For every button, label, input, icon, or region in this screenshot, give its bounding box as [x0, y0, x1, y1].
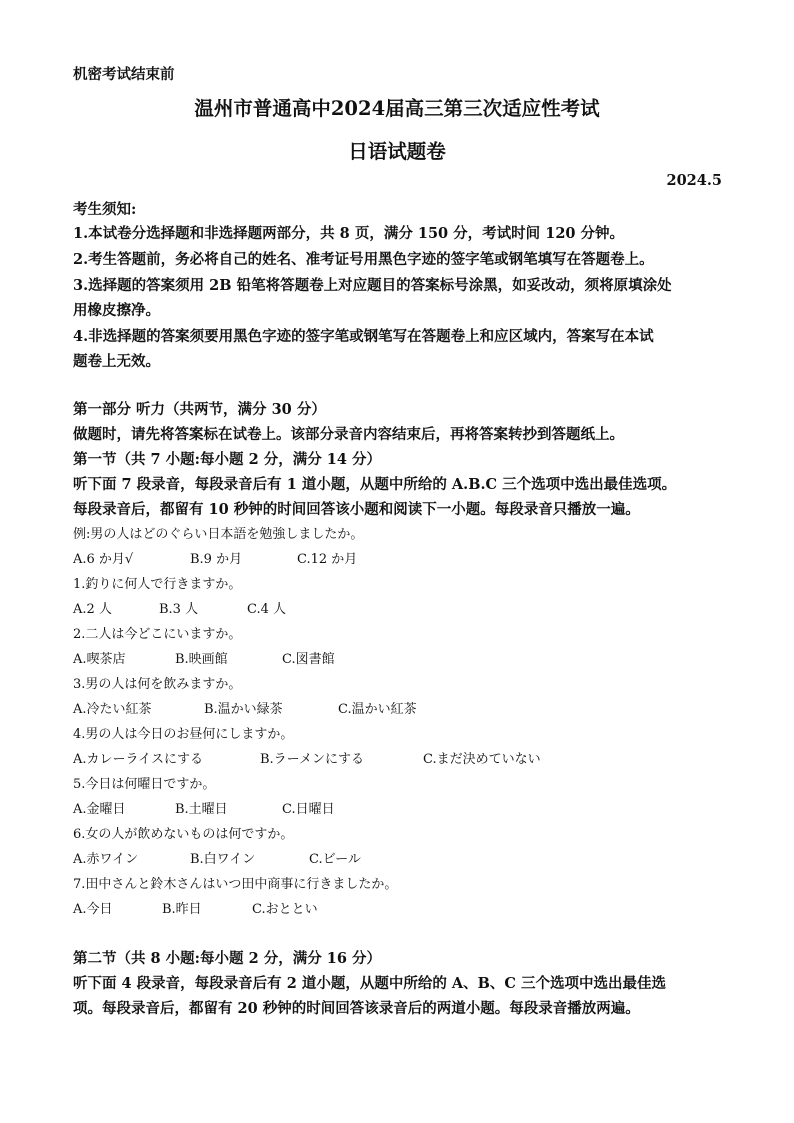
question: 7.田中さんと鈴木さんはいつ田中商事に行きましたか。: [73, 877, 398, 892]
section2-heading: 第二节（共 8 小题:每小题 2 分，满分 16 分）: [73, 950, 381, 967]
example-question: 例:男の人はどのぐらい日本語を勉強しましたか。: [73, 527, 364, 542]
question-options: [73, 648, 335, 667]
notice-line: 4.非选择题的答案须要用黑色字迹的签字笔或钢笔写在答题卷上和应区域内，答案写在本试: [73, 328, 654, 345]
question-options: [73, 898, 318, 917]
option-b: B.温かい緑茶: [204, 702, 283, 717]
option-b: B.昨日: [162, 902, 202, 917]
option-a: A.金曜日: [73, 802, 126, 817]
option-a: A.冷たい紅茶: [73, 702, 152, 717]
notice-line: 2.考生答题前，务必将自己的姓名、准考证号用黑色字迹的签字笔或钢笔填写在答题卷上。: [73, 251, 654, 268]
exam-title: 温州市普通高中2024届高三第三次适应性考试: [194, 97, 600, 120]
option-a: A.2 人: [73, 602, 112, 617]
option-c: C.12 か月: [297, 552, 358, 567]
option-c: C.4 人: [247, 602, 287, 617]
section1-directions: 每段录音后，都留有 10 秒钟的时间回答该小题和阅读下一小题。每段录音只播放一遍。: [73, 501, 640, 518]
question: 6.女の人が飲めないものは何ですか。: [73, 827, 294, 842]
option-c: C.おととい: [252, 902, 318, 917]
example-options: [73, 548, 357, 567]
question-options: [73, 798, 335, 817]
option-c: C.ビール: [309, 852, 361, 867]
option-c: C.まだ決めていない: [423, 752, 541, 767]
exam-subtitle: 日语试题卷: [348, 140, 446, 163]
question-options: [73, 848, 361, 867]
section2-directions: 项。每段录音后，都留有 20 秒钟的时间回答该录音后的两道小题。每段录音播放两遍。: [73, 1000, 640, 1017]
question: 5.今日は何曜日ですか。: [73, 777, 216, 792]
section2-directions: 听下面 4 段录音，每段录音后有 2 道小题，从题中所给的 A、B、C 三个选项中选出最佳选: [73, 975, 667, 992]
option-c: C.図書館: [282, 652, 335, 667]
option-a: A.赤ワイン: [73, 852, 139, 867]
notice-line: 用橡皮擦净。: [73, 302, 160, 319]
question-options: [73, 698, 417, 717]
option-c: C.温かい紅茶: [338, 702, 417, 717]
question: 1.釣りに何人で行きますか。: [73, 577, 242, 592]
notice-line: 3.选择题的答案须用 2B 铅笔将答题卷上对应题目的答案标号涂黑，如妥改动，须将原填涂处: [73, 277, 672, 294]
option-a: A.カレーライスにする: [73, 752, 204, 767]
question-options: [73, 748, 541, 767]
option-c: C.日曜日: [282, 802, 335, 817]
option-b: B.3 人: [159, 602, 199, 617]
notice-heading: 考生须知:: [73, 201, 137, 218]
question: 2.二人は今どこにいますか。: [73, 627, 242, 642]
part1-heading: 第一部分 听力（共两节，满分 30 分）: [73, 401, 326, 418]
section1-heading: 第一节（共 7 小题:每小题 2 分，满分 14 分）: [73, 451, 381, 468]
part1-instruction: 做题时，请先将答案标在试卷上。该部分录音内容结束后，再将答案转抄到答题纸上。: [73, 426, 624, 443]
notice-line: 1.本试卷分选择题和非选择题两部分，共 8 页，满分 150 分，考试时间 120 分钟。: [73, 225, 625, 242]
question-options: [73, 598, 286, 617]
question: 3.男の人は何を飲みますか。: [73, 677, 242, 692]
option-b: B.ラーメンにする: [260, 752, 365, 767]
question: 4.男の人は今日のお昼何にしますか。: [73, 727, 294, 742]
option-b: B.9 か月: [190, 552, 243, 567]
option-a: A.喫茶店: [73, 652, 126, 667]
notice-line: 题卷上无效。: [73, 353, 160, 370]
option-b: B.白ワイン: [190, 852, 256, 867]
option-b: B.映画館: [175, 652, 228, 667]
option-a: A.6 か月√: [73, 552, 134, 567]
section1-directions: 听下面 7 段录音，每段录音后有 1 道小题，从题中所给的 A.B.C 三个选项中选出最佳选项。: [73, 476, 677, 493]
confidential-label: 机密考试结束前: [73, 66, 175, 83]
option-b: B.土曜日: [175, 802, 228, 817]
option-a: A.今日: [73, 902, 113, 917]
exam-date: 2024.5: [666, 172, 722, 189]
